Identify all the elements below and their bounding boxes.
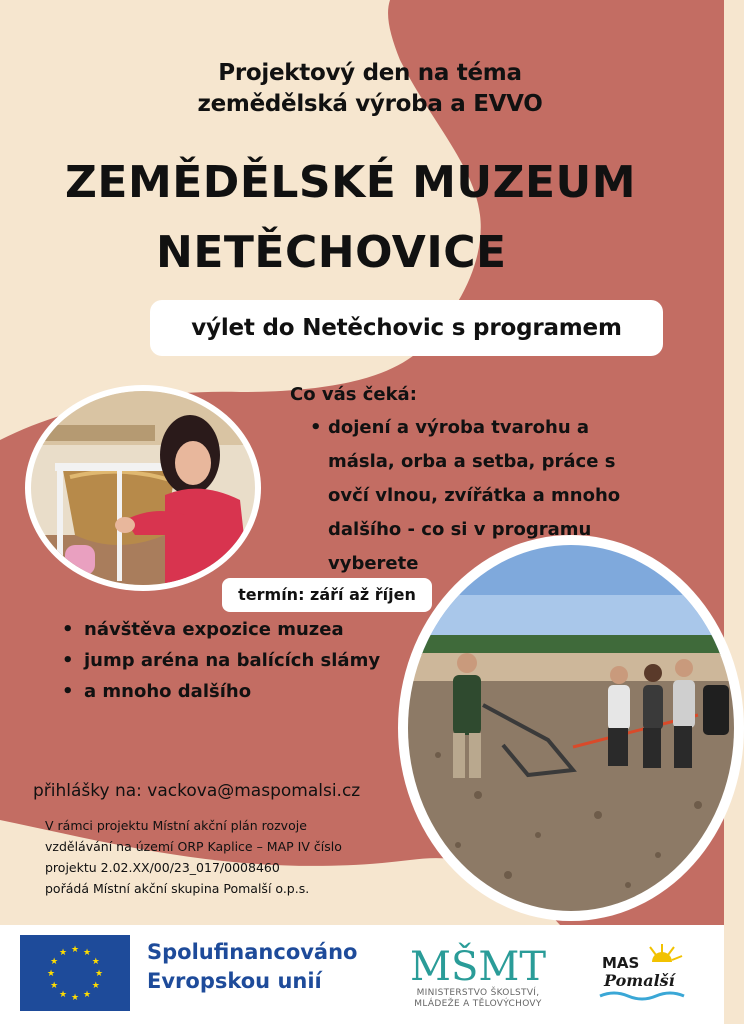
term-badge: termín: září až říjen bbox=[222, 578, 432, 612]
eu-star-icon: ★ bbox=[82, 989, 92, 1000]
msmt-logo bbox=[410, 934, 546, 990]
eu-star-icon: ★ bbox=[50, 981, 59, 991]
eu-star-icon: ★ bbox=[70, 945, 80, 955]
mas-pomalsi-logo bbox=[592, 938, 702, 1008]
msmt-line-1: MINISTERSTVO ŠKOLSTVÍ, bbox=[416, 988, 540, 998]
eu-flag-icon bbox=[20, 935, 130, 1011]
eu-star-icon: ★ bbox=[58, 989, 68, 1000]
list-item: • dojení a výroba tvarohu a másla, orba a setba, práce s ovčí vlnou, zvířátka a mnoho dalšího - co si v programu vyberete bbox=[310, 411, 640, 581]
eu-star-icon: ★ bbox=[91, 957, 100, 967]
subtitle-line-2: zemědělská výroba a EVVO bbox=[197, 91, 543, 117]
title-line-1: ZEMĚDĚLSKÉ MUZEUM bbox=[65, 157, 637, 208]
project-info-line-1: V rámci projektu Místní akční plán rozvoje bbox=[45, 818, 307, 833]
eu-star-icon: ★ bbox=[46, 969, 56, 979]
project-info bbox=[45, 815, 405, 899]
list-item: • jump aréna na balících slámy bbox=[62, 645, 382, 676]
photo-plowing-field bbox=[398, 535, 744, 921]
msmt-logo-text: MŠMT bbox=[410, 944, 546, 990]
eu-star-icon: ★ bbox=[50, 957, 59, 967]
list-item: • návštěva expozice muzea bbox=[62, 614, 382, 645]
eu-line-1: Spolufinancováno bbox=[147, 940, 358, 964]
list-item: • a mnoho dalšího bbox=[62, 676, 382, 707]
msmt-line-2: MLÁDEŽE A TĚLOVÝCHOVY bbox=[414, 999, 542, 1009]
msmt-name bbox=[388, 988, 568, 1010]
subtitle-line-1: Projektový den na téma bbox=[218, 60, 522, 86]
eu-cofunding-text bbox=[147, 938, 357, 996]
project-day-subtitle bbox=[150, 58, 590, 120]
eu-star-icon: ★ bbox=[70, 993, 80, 1003]
extras-list bbox=[62, 614, 382, 707]
mas-logo-bottom: Pomalší bbox=[604, 971, 675, 990]
project-info-line-4: pořádá Místní akční skupina Pomalší o.p.s. bbox=[45, 881, 310, 896]
project-info-line-2: vzdělávání na území ORP Kaplice – MAP IV číslo bbox=[45, 839, 342, 854]
eu-star-icon: ★ bbox=[58, 948, 68, 959]
photo-butter-churn bbox=[25, 385, 261, 591]
eu-star-icon: ★ bbox=[91, 981, 100, 991]
eu-line-2: Evropskou unií bbox=[147, 969, 322, 993]
page-title bbox=[40, 148, 700, 288]
project-info-line-3: projektu 2.02.XX/00/23_017/0008460 bbox=[45, 860, 280, 875]
registration-contact: přihlášky na: vackova@maspomalsi.cz bbox=[33, 781, 361, 801]
eu-star-icon: ★ bbox=[94, 969, 104, 979]
mas-logo-top: MAS bbox=[602, 954, 640, 972]
eu-star-icon: ★ bbox=[82, 948, 92, 959]
expect-heading: Co vás čeká: bbox=[290, 384, 417, 405]
title-line-2: NETĚCHOVICE bbox=[156, 227, 507, 278]
trip-label-pill: výlet do Netěchovic s programem bbox=[150, 300, 663, 356]
